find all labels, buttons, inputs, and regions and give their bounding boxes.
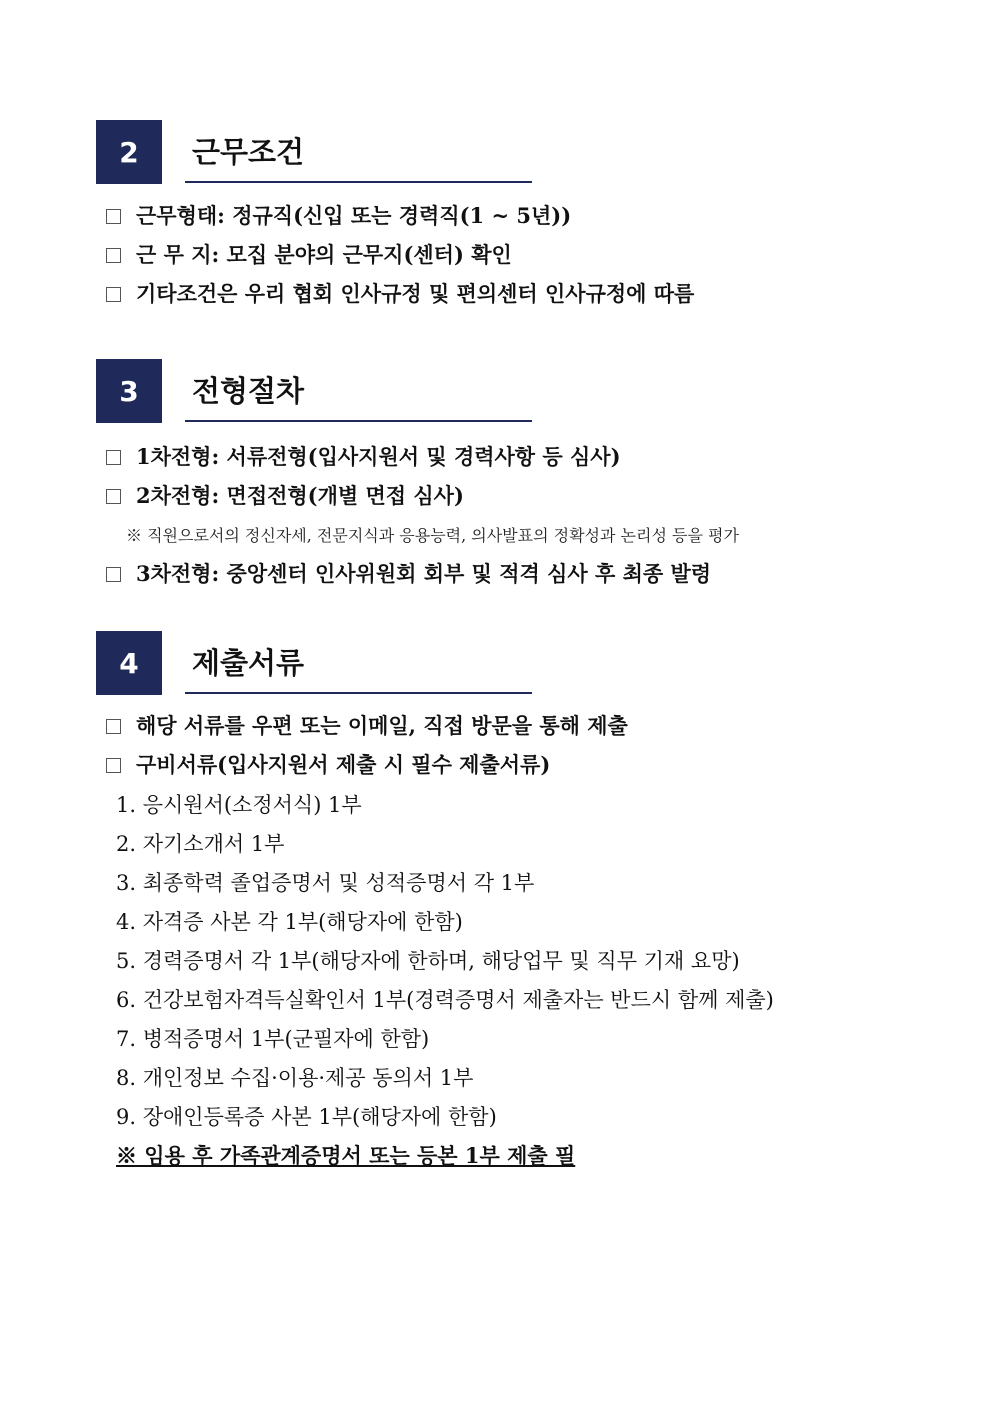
document-item: 4. 자격증 사본 각 1부(해당자에 한함)	[116, 910, 463, 934]
section-required-documents	[96, 631, 896, 1168]
checkbox-icon	[106, 450, 121, 465]
section-number: 3	[96, 359, 162, 423]
document-item: 2. 자기소개서 1부	[116, 832, 285, 856]
section-header	[96, 359, 896, 423]
document-item: 3. 최종학력 졸업증명서 및 성적증명서 각 1부	[116, 871, 535, 895]
section-title: 전형절차	[192, 374, 305, 408]
checkbox-icon	[106, 248, 121, 263]
section-underline	[185, 420, 532, 422]
section-header	[96, 631, 896, 695]
section-number: 4	[96, 631, 162, 695]
section-header	[96, 120, 896, 184]
checkbox-icon	[106, 287, 121, 302]
list-item: 근 무 지: 모집 분야의 근무지(센터) 확인	[106, 239, 512, 269]
list-item: 2차전형: 면접전형(개별 면접 심사)	[106, 480, 464, 510]
list-item: 해당 서류를 우편 또는 이메일, 직접 방문을 통해 제출	[106, 710, 628, 740]
document-item: 8. 개인정보 수집·이용·제공 동의서 1부	[116, 1066, 474, 1090]
section-work-conditions	[96, 120, 896, 306]
list-item: 구비서류(입사지원서 제출 시 필수 제출서류)	[106, 749, 550, 779]
document-item: 1. 응시원서(소정서식) 1부	[116, 793, 362, 817]
checkbox-icon	[106, 489, 121, 504]
document-item: 9. 장애인등록증 사본 1부(해당자에 한함)	[116, 1105, 497, 1129]
final-note: ※ 임용 후 가족관계증명서 또는 등본 1부 제출 필	[116, 1143, 576, 1168]
list-item: 1차전형: 서류전형(입사지원서 및 경력사항 등 심사)	[106, 441, 621, 471]
checkbox-icon	[106, 719, 121, 734]
section-title: 제출서류	[192, 646, 305, 680]
section-number: 2	[96, 120, 162, 184]
checkbox-icon	[106, 209, 121, 224]
document-item: 5. 경력증명서 각 1부(해당자에 한하며, 해당업무 및 직무 기재 요망)	[116, 949, 740, 973]
list-item: 3차전형: 중앙센터 인사위원회 회부 및 적격 심사 후 최종 발령	[106, 558, 711, 588]
list-item: 근무형태: 정규직(신입 또는 경력직(1 ~ 5년))	[106, 200, 571, 230]
document-item: 7. 병적증명서 1부(군필자에 한함)	[116, 1027, 430, 1051]
checkbox-icon	[106, 567, 121, 582]
evaluation-note: ※ 직원으로서의 정신자세, 전문지식과 응용능력, 의사발표의 정확성과 논리성 등을 평가	[126, 526, 739, 545]
section-selection-process	[96, 359, 896, 586]
section-underline	[185, 692, 532, 694]
section-underline	[185, 181, 532, 183]
checkbox-icon	[106, 758, 121, 773]
list-item: 기타조건은 우리 협회 인사규정 및 편의센터 인사규정에 따름	[106, 278, 694, 308]
section-title: 근무조건	[192, 135, 305, 169]
document-item: 6. 건강보험자격득실확인서 1부(경력증명서 제출자는 반드시 함께 제출)	[116, 988, 774, 1012]
